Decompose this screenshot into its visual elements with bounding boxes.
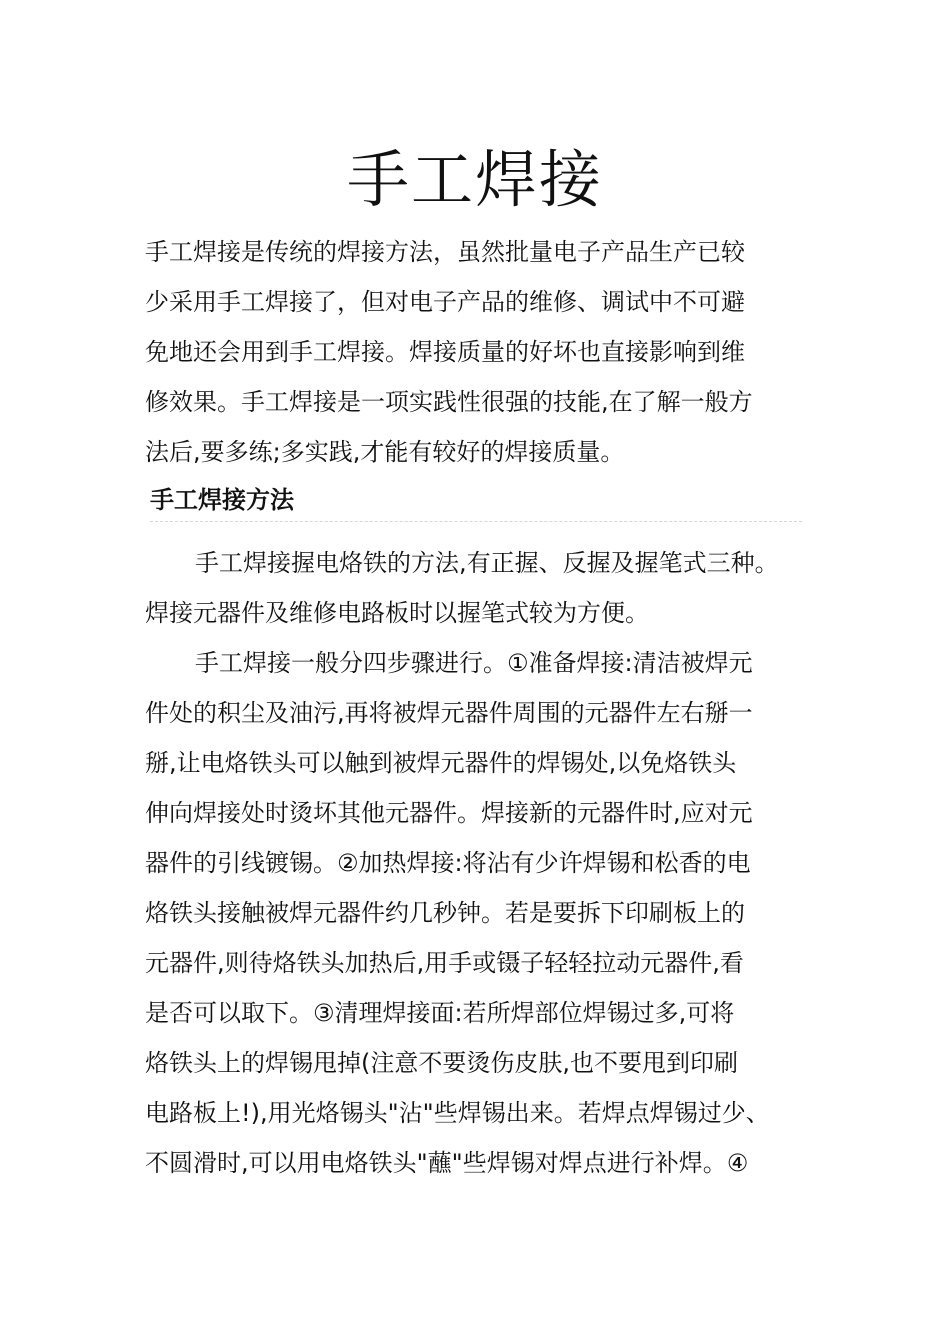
intro-line: 少采用手工焊接了，但对电子产品的维修、调试中不可避 [145,288,745,316]
intro-line: 免地还会用到手工焊接。焊接质量的好坏也直接影响到维 [145,338,745,366]
body-line: 电路板上!),用光烙锡头"沾"些焊锡出来。若焊点焊锡过少、 [145,1099,770,1127]
body-line: 烙铁头接触被焊元器件约几秒钟。若是要拆下印刷板上的 [145,899,745,927]
intro-line: 手工焊接是传统的焊接方法，虽然批量电子产品生产已较 [145,238,745,266]
section-heading: 手工焊接方法 [150,486,294,514]
body-line: 不圆滑时,可以用电烙铁头"蘸"些焊锡对焊点进行补焊。④ [145,1149,749,1177]
section-body [145,538,845,1188]
section-divider [150,521,802,522]
body-line: 烙铁头上的焊锡甩掉(注意不要烫伤皮肤,也不要甩到印刷 [145,1049,738,1077]
body-line: 焊接元器件及维修电路板时以握笔式较为方便。 [145,599,649,627]
body-line: 件处的积尘及油污,再将被焊元器件周围的元器件左右掰一 [145,699,753,727]
intro-line: 法后,要多练;多实践,才能有较好的焊接质量。 [145,438,625,466]
body-line: 手工焊接握电烙铁的方法,有正握、反握及握笔式三种。 [195,549,779,577]
body-line: 元器件,则待烙铁头加热后,用手或镊子轻轻拉动元器件,看 [145,949,744,977]
document-title: 手工焊接 [346,143,603,216]
intro-paragraph [145,227,845,477]
body-line: 伸向焊接处时烫坏其他元器件。焊接新的元器件时,应对元 [145,799,753,827]
body-line: 器件的引线镀锡。②加热焊接:将沾有少许焊锡和松香的电 [145,849,751,877]
body-line: 手工焊接一般分四步骤进行。①准备焊接:清洁被焊元 [195,649,753,677]
body-line: 掰,让电烙铁头可以触到被焊元器件的焊锡处,以免烙铁头 [145,749,737,777]
body-line: 是否可以取下。③清理焊接面:若所焊部位焊锡过多,可将 [145,999,735,1027]
intro-line: 修效果。手工焊接是一项实践性很强的技能,在了解一般方 [145,388,753,416]
